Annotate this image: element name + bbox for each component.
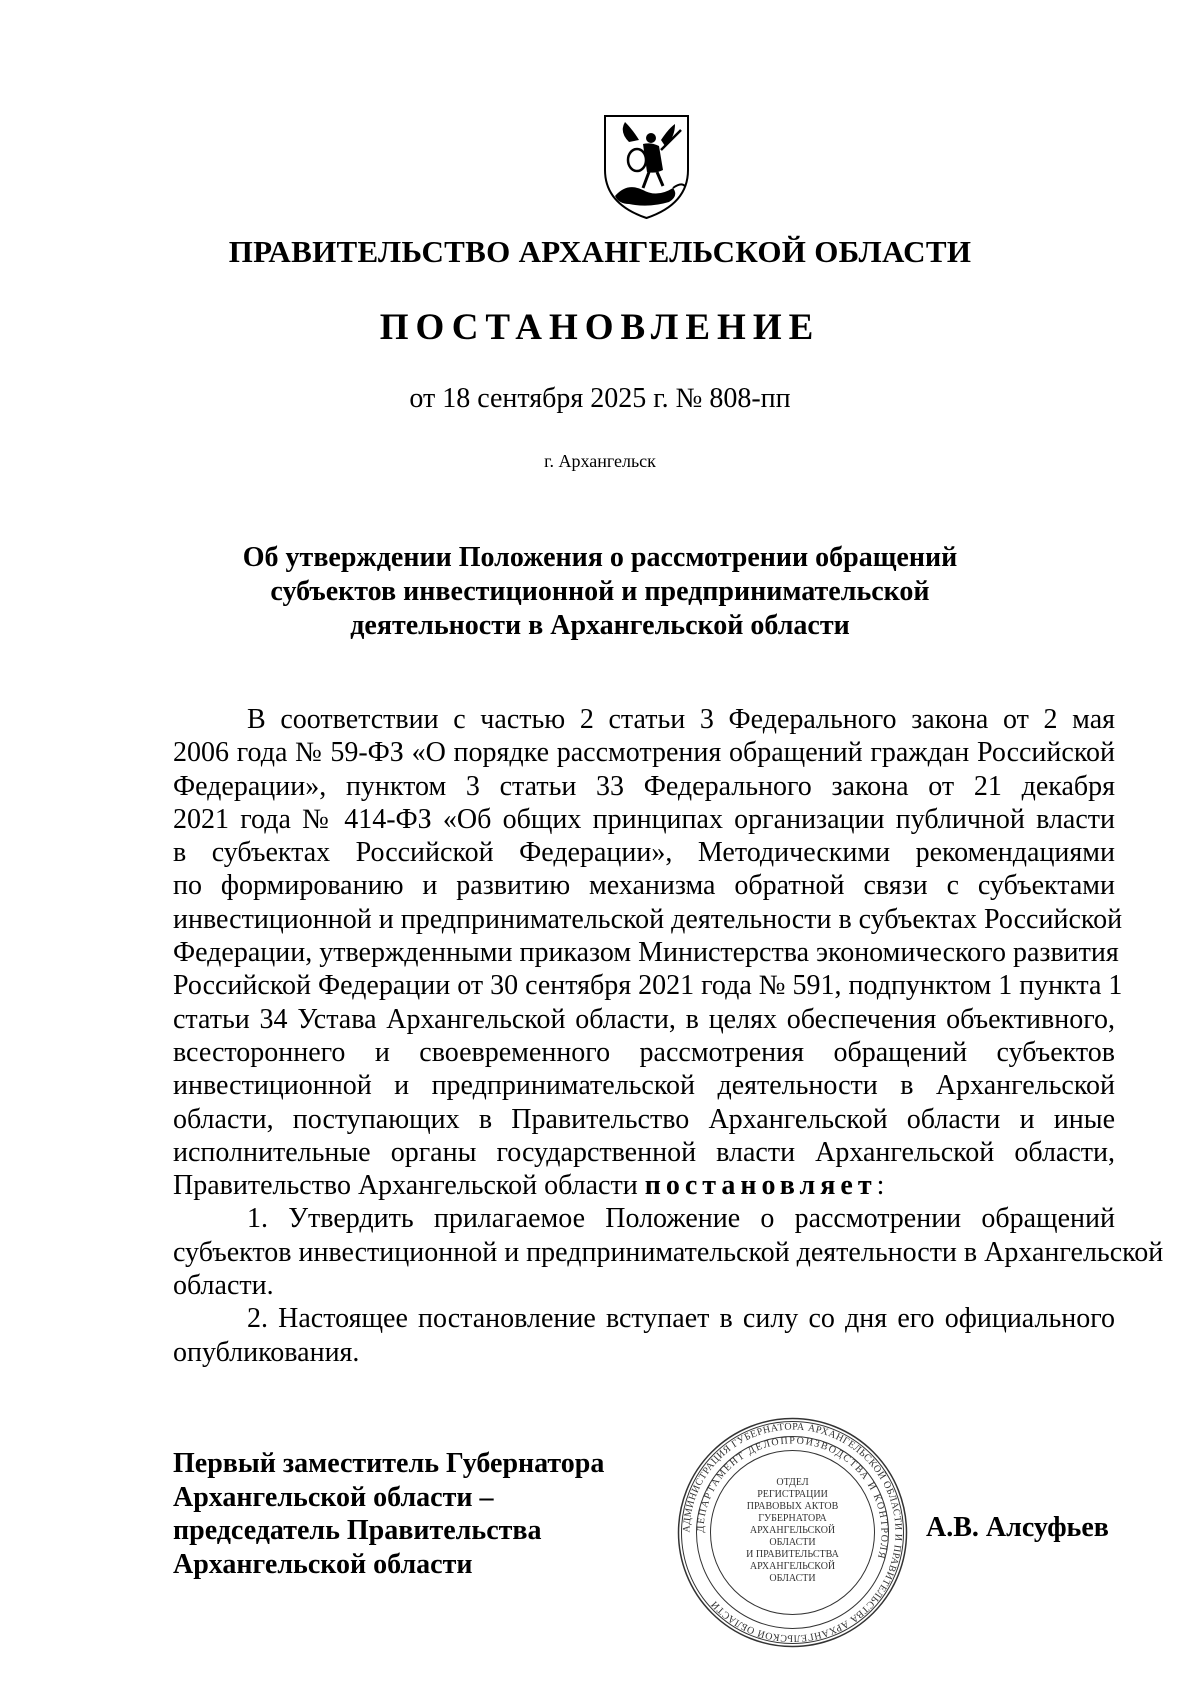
preamble-line: статьи 34 Устава Архангельской области, в целях обеспечения объективного, <box>173 1003 1115 1035</box>
seal-center-line: ОТДЕЛ <box>776 1477 809 1488</box>
item2-line: 2. Настоящее постановление вступает в силу со дня его официального <box>247 1303 1115 1335</box>
decree-word: постановляет <box>644 1170 877 1202</box>
seal-center-line: АРХАНГЕЛЬСКОЙ <box>749 1561 836 1572</box>
seal-center-line: ПРАВОВЫХ АКТОВ <box>746 1501 839 1512</box>
government-title: ПРАВИТЕЛЬСТВО АРХАНГЕЛЬСКОЙ ОБЛАСТИ <box>228 234 972 269</box>
decree-colon: : <box>876 1170 885 1202</box>
seal-outer-text: АДМИНИСТРАЦИЯ ГУБЕРНАТОРА АРХАНГЕЛЬСКОЙ ОБЛАСТИ И ПРАВИТЕЛЬСТВА АРХАНГЕЛЬСКОЙ ОБЛАСТИ <box>681 1421 904 1644</box>
signer-position <box>173 1447 604 1581</box>
seal-center-line: ГУБЕРНАТОРА <box>758 1513 827 1524</box>
signer-position-line: Архангельской области <box>173 1548 473 1580</box>
preamble-line: В соответствии с частью 2 статьи 3 Федерального закона от 2 мая <box>247 704 1115 735</box>
seal-inner-text: ДЕПАРТАМЕНТ ДЕЛОПРОИЗВОДСТВА И КОНТРОЛЯ <box>695 1435 890 1561</box>
signer-position-line: председатель Правительства <box>173 1515 542 1546</box>
seal-center-line: ОБЛАСТИ <box>769 1537 816 1548</box>
document-body <box>173 703 1164 1369</box>
subject-line: субъектов инвестиционной и предпринимательской <box>270 576 930 607</box>
preamble-line: Федерации, утвержденными приказом Министерства экономического развития <box>173 937 1119 969</box>
document-subject <box>0 541 1200 643</box>
document-city: г. Архангельск <box>544 451 656 471</box>
item1-line: 1. Утвердить прилагаемое Положение о рассмотрении обращений <box>247 1203 1115 1235</box>
seal-center-line: АРХАНГЕЛЬСКОЙ <box>749 1525 836 1536</box>
subject-line: Об утверждении Положения о рассмотрении обращений <box>242 542 958 573</box>
preamble-line: инвестиционной и предпринимательской деятельности в Архангельской <box>173 1070 1115 1102</box>
preamble-line: Российской Федерации от 30 сентября 2021 года № 591, подпунктом 1 пункта 1 <box>173 970 1123 1002</box>
official-seal <box>675 1415 910 1650</box>
preamble-line: исполнительные органы государственной власти Архангельской области, <box>173 1136 1115 1168</box>
seal-center-line: И ПРАВИТЕЛЬСТВА <box>746 1549 839 1560</box>
preamble-line: по формированию и развитию механизма обратной связи с субъектами <box>173 870 1115 902</box>
item2-line: опубликования. <box>173 1336 360 1368</box>
preamble-line: в субъектах Российской Федерации», Методическими рекомендациями <box>173 837 1115 869</box>
document-type: ПОСТАНОВЛЕНИЕ <box>379 307 821 348</box>
seal-center-line: РЕГИСТРАЦИИ <box>757 1489 828 1500</box>
signer-position-line: Архангельской области – <box>173 1481 494 1513</box>
preamble-line: 2006 года № 59-ФЗ «О порядке рассмотрения обращений граждан Российской <box>173 737 1115 769</box>
preamble-line: всестороннего и своевременного рассмотрения обращений субъектов <box>173 1036 1115 1068</box>
signer-position-line: Первый заместитель Губернатора <box>173 1448 605 1479</box>
subject-line: деятельности в Архангельской области <box>350 610 850 641</box>
preamble-line: области, поступающих в Правительство Архангельской области и иные <box>173 1103 1115 1135</box>
preamble-line: инвестиционной и предпринимательской деятельности в субъектах Российской <box>173 903 1123 935</box>
item1-line: субъектов инвестиционной и предпринимательской деятельности в Архангельской <box>173 1236 1164 1268</box>
preamble-final-text: Правительство Архангельской области <box>173 1170 638 1202</box>
preamble-line: Федерации», пунктом 3 статьи 33 Федерального закона от 21 декабря <box>173 770 1115 802</box>
coat-of-arms-icon <box>599 112 694 222</box>
item1-line: области. <box>173 1270 274 1302</box>
preamble-line: 2021 года № 414-ФЗ «Об общих принципах организации публичной власти <box>173 803 1115 835</box>
signer-name: А.В. Алсуфьев <box>926 1512 1109 1543</box>
preamble-final-line <box>173 1169 1115 1202</box>
document-date-number: от 18 сентября 2025 г. № 808-пп <box>409 383 791 414</box>
seal-center-line: ОБЛАСТИ <box>769 1573 816 1584</box>
